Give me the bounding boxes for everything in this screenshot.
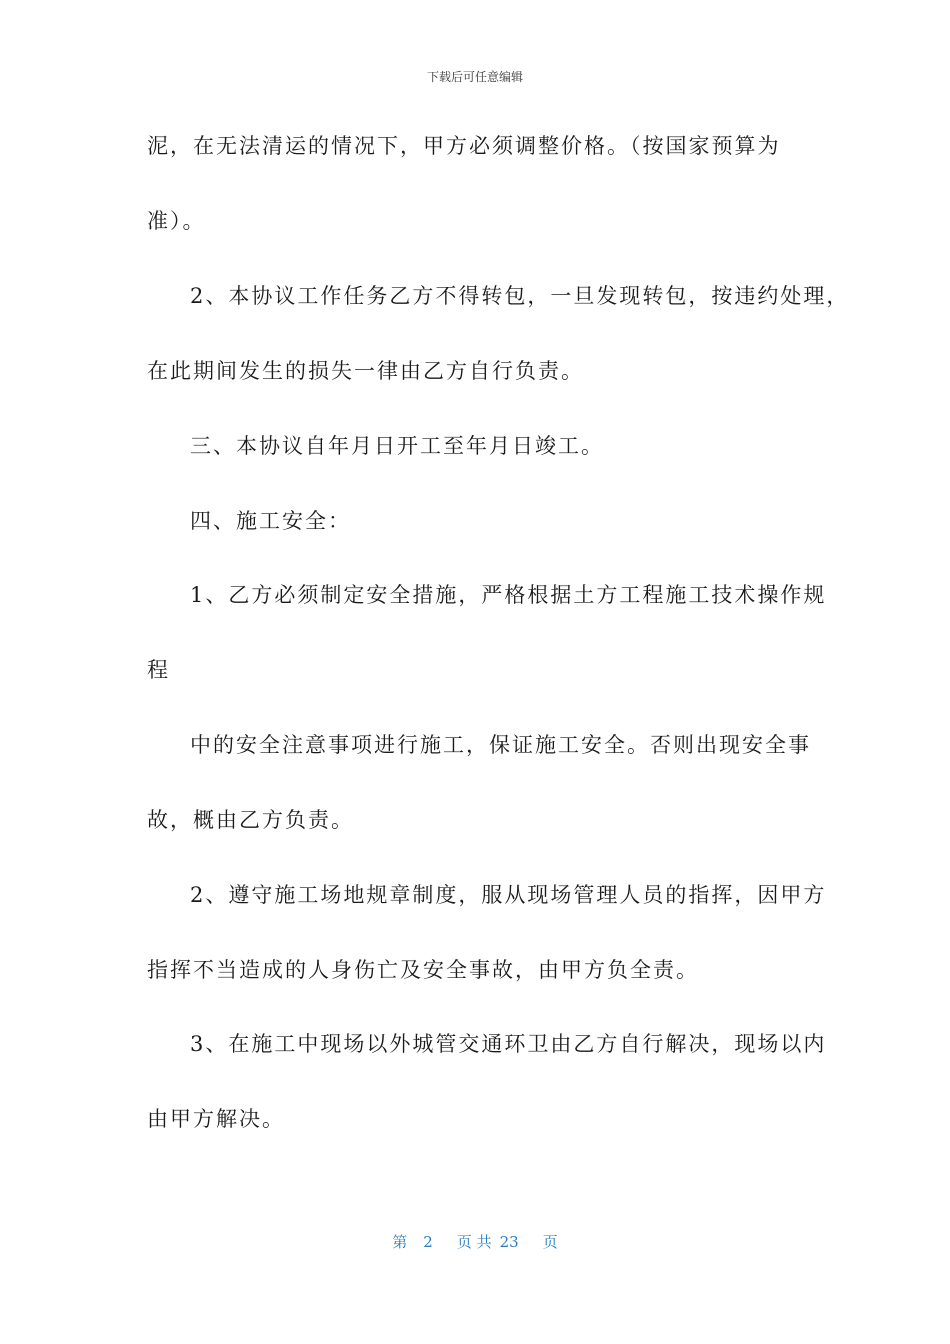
page-mid: 页 共 [456, 1233, 492, 1251]
body-line: 中的安全注意事项进行施工，保证施工安全。否则出现安全事 [190, 733, 811, 757]
page-footer [0, 1231, 950, 1252]
body-line: 三、本协议自年月日开工至年月日竣工。 [190, 434, 604, 458]
body-line: 3、在施工中现场以外城管交通环卫由乙方自行解决，现场以内 [190, 1032, 827, 1056]
body-line: 1、乙方必须制定安全措施，严格根据土方工程施工技术操作规 [190, 583, 827, 607]
body-line: 泥，在无法清运的情况下，甲方必须调整价格。（按国家预算为 [147, 134, 781, 158]
page-prefix: 第 [392, 1233, 408, 1251]
total-pages: 23 [499, 1233, 519, 1251]
page-number: 2 [423, 1233, 433, 1251]
body-line: 故，概由乙方负责。 [147, 808, 354, 832]
body-line: 指挥不当造成的人身伤亡及安全事故，由甲方负全责。 [147, 958, 699, 982]
page-suffix: 页 [542, 1233, 558, 1251]
body-line: 程 [147, 658, 170, 682]
header-note: 下载后可任意编辑 [426, 70, 523, 84]
body-line: 2、本协议工作任务乙方不得转包，一旦发现转包，按违约处理， [190, 284, 850, 308]
body-line: 四、施工安全： [190, 509, 351, 533]
body-line: 由甲方解决。 [147, 1107, 285, 1131]
body-line: 在此期间发生的损失一律由乙方自行负责。 [147, 359, 584, 383]
body-line: 2、遵守施工场地规章制度，服从现场管理人员的指挥，因甲方 [190, 883, 827, 907]
body-line: 准）。 [147, 209, 206, 233]
